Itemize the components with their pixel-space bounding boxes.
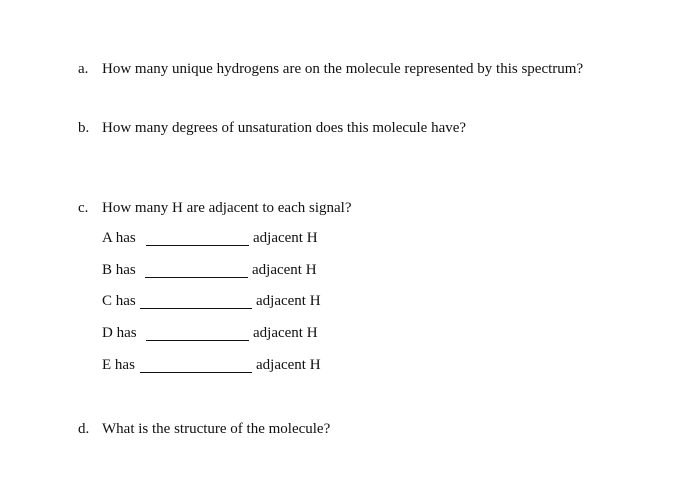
answer-row-suffix: adjacent H: [256, 293, 321, 309]
answer-row-label: C has: [102, 293, 136, 309]
answer-row-suffix: adjacent H: [252, 262, 317, 278]
answer-blank-c[interactable]: [140, 308, 252, 309]
answer-blank-d[interactable]: [146, 340, 249, 341]
question-c-letter: c.: [78, 200, 89, 216]
answer-row-label: D has: [102, 325, 137, 341]
answer-row-suffix: adjacent H: [256, 357, 321, 373]
question-b-text: How many degrees of unsaturation does this molecule have?: [102, 120, 467, 136]
question-c-text: How many H are adjacent to each signal?: [102, 200, 352, 216]
answer-blank-e[interactable]: [140, 372, 252, 373]
question-d-letter: d.: [78, 421, 90, 437]
answer-blank-a[interactable]: [146, 245, 249, 246]
answer-blank-b[interactable]: [145, 277, 248, 278]
answer-row-label: E has: [102, 357, 135, 373]
question-d-text: What is the structure of the molecule?: [102, 421, 331, 437]
answer-row-suffix: adjacent H: [253, 325, 318, 341]
answer-row-suffix: adjacent H: [253, 230, 318, 246]
question-a-letter: a.: [78, 61, 89, 77]
question-b-letter: b.: [78, 120, 90, 136]
question-a-text: How many unique hydrogens are on the molecule represented by this spectrum?: [102, 61, 584, 77]
answer-row-label: A has: [102, 230, 136, 246]
answer-row-label: B has: [102, 262, 136, 278]
